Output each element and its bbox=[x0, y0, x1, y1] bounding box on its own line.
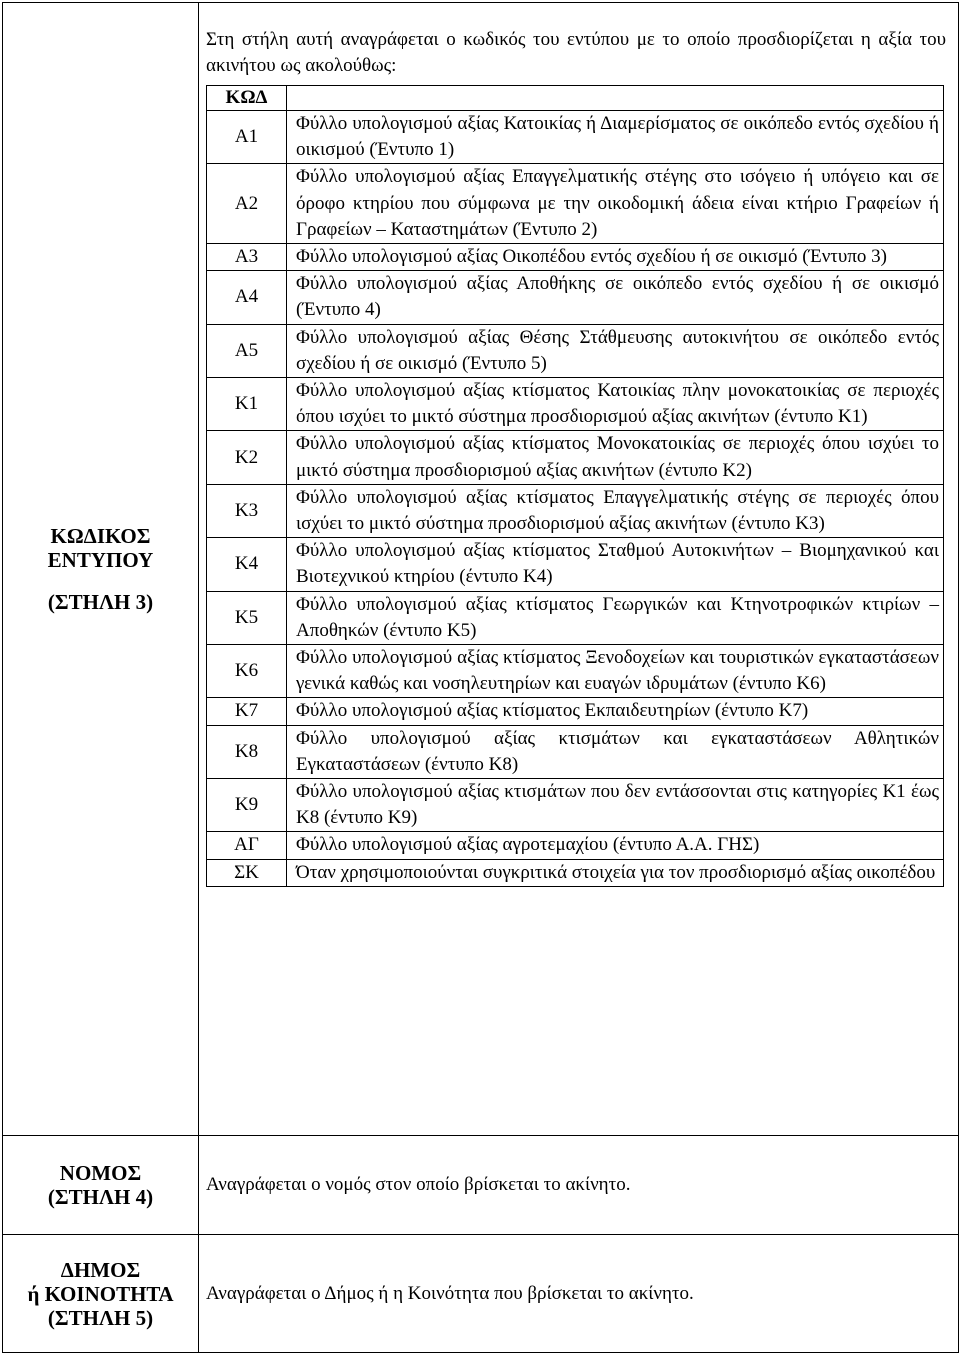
instructions-table bbox=[2, 2, 959, 1353]
code-row bbox=[207, 591, 944, 644]
dimos-label bbox=[3, 1235, 199, 1353]
code-cell: ΑΓ bbox=[207, 832, 287, 859]
description-cell: Φύλλο υπολογισμού αξίας κτισμάτων που δεν εντάσσονται στις κατηγορίες Κ1 έως Κ8 (έντυπο Κ9) bbox=[287, 779, 944, 832]
code-row bbox=[207, 832, 944, 859]
code-row bbox=[207, 538, 944, 591]
code-row bbox=[207, 324, 944, 377]
form-code-label-line1: ΚΩΔΙΚΟΣ bbox=[50, 524, 151, 548]
code-row bbox=[207, 698, 944, 725]
code-header: ΚΩΔ bbox=[207, 86, 287, 111]
description-header bbox=[287, 86, 944, 111]
description-cell: Όταν χρησιμοποιούνται συγκριτικά στοιχεία για τον προσδιορισμό αξίας οικοπέδου bbox=[287, 859, 944, 886]
code-cell: Κ9 bbox=[207, 779, 287, 832]
description-cell: Φύλλο υπολογισμού αξίας αγροτεμαχίου (έντυπο Α.Α. ΓΗΣ) bbox=[287, 832, 944, 859]
description-cell: Φύλλο υπολογισμού αξίας Επαγγελματικής στέγης στο ισόγειο ή υπόγειο και σε όροφο κτηρίου που σύμφωνα με την οικοδομική άδεια είναι κτήριο Γραφείων ή Γραφείων – Καταστημάτων (Έντυπο 2) bbox=[287, 164, 944, 244]
dimos-row bbox=[3, 1235, 959, 1353]
code-rows bbox=[207, 111, 944, 887]
code-row bbox=[207, 859, 944, 886]
description-cell: Φύλλο υπολογισμού αξίας κτίσματος Σταθμού Αυτοκινήτων – Βιομηχανικού και Βιοτεχνικού κτηρίου (έντυπο Κ4) bbox=[287, 538, 944, 591]
code-cell: Α3 bbox=[207, 244, 287, 271]
form-code-intro: Στη στήλη αυτή αναγράφεται ο κωδικός του εντύπου με το οποίο προσδιορίζεται η αξία του ακινήτου ως ακολούθως: bbox=[206, 29, 946, 76]
code-row bbox=[207, 484, 944, 537]
nomos-row bbox=[3, 1136, 959, 1235]
code-cell: Κ8 bbox=[207, 725, 287, 778]
description-cell: Φύλλο υπολογισμού αξίας κτίσματος Εκπαιδευτηρίων (έντυπο Κ7) bbox=[287, 698, 944, 725]
description-cell: Φύλλο υπολογισμού αξίας κτίσματος Επαγγελματικής στέγης σε περιοχές όπου ισχύει το μικτό σύστημα προσδιορισμού αξίας ακινήτων (έντυπο Κ3) bbox=[287, 484, 944, 537]
nomos-text: Αναγράφεται ο νομός στον οποίο βρίσκεται το ακίνητο. bbox=[199, 1136, 959, 1235]
code-row bbox=[207, 378, 944, 431]
code-cell: Α4 bbox=[207, 271, 287, 324]
code-cell: Α5 bbox=[207, 324, 287, 377]
dimos-label-line1: ΔΗΜΟΣ bbox=[60, 1257, 141, 1282]
code-cell: Κ1 bbox=[207, 378, 287, 431]
nomos-label-line1: ΝΟΜΟΣ bbox=[59, 1161, 142, 1185]
code-table bbox=[206, 85, 944, 887]
dimos-label-line3: (ΣΤΗΛΗ 5) bbox=[47, 1305, 154, 1330]
code-cell: Κ4 bbox=[207, 538, 287, 591]
description-cell: Φύλλο υπολογισμού αξίας Αποθήκης σε οικόπεδο εντός σχεδίου ή σε οικισμό (Έντυπο 4) bbox=[287, 271, 944, 324]
code-row bbox=[207, 271, 944, 324]
code-row bbox=[207, 431, 944, 484]
code-cell: Α2 bbox=[207, 164, 287, 244]
description-cell: Φύλλο υπολογισμού αξίας Οικοπέδου εντός σχεδίου ή σε οικισμό (Έντυπο 3) bbox=[287, 244, 944, 271]
code-cell: Κ5 bbox=[207, 591, 287, 644]
nomos-label bbox=[3, 1136, 199, 1235]
code-row bbox=[207, 164, 944, 244]
description-cell: Φύλλο υπολογισμού αξίας κτίσματος Γεωργικών και Κτηνοτροφικών κτιρίων – Αποθηκών (έντυπο Κ5) bbox=[287, 591, 944, 644]
dimos-label-line2: ή ΚΟΙΝΟΤΗΤΑ bbox=[27, 1281, 174, 1306]
code-row bbox=[207, 111, 944, 164]
description-cell: Φύλλο υπολογισμού αξίας κτίσματος Μονοκατοικίας σε περιοχές όπου ισχύει το μικτό σύστημα προσδιορισμού αξίας ακινήτων (έντυπο Κ2) bbox=[287, 431, 944, 484]
description-cell: Φύλλο υπολογισμού αξίας κτίσματος Κατοικίας πλην μονοκατοικίας σε περιοχές όπου ισχύει το μικτό σύστημα προσδιορισμού αξίας ακινήτων (έντυπο Κ1) bbox=[287, 378, 944, 431]
code-table-header bbox=[207, 86, 944, 111]
form-code-content bbox=[199, 3, 959, 1136]
description-cell: Φύλλο υπολογισμού αξίας κτίσματος Ξενοδοχείων και τουριστικών εγκαταστάσεων γενικά καθώς και νοσηλευτηρίων και ευαγών ιδρυμάτων (έντυπο Κ6) bbox=[287, 645, 944, 698]
description-cell: Φύλλο υπολογισμού αξίας κτισμάτων και εγκαταστάσεων Αθλητικών Εγκαταστάσεων (έντυπο Κ8) bbox=[287, 725, 944, 778]
code-row bbox=[207, 725, 944, 778]
code-cell: ΣΚ bbox=[207, 859, 287, 886]
code-row bbox=[207, 244, 944, 271]
nomos-label-line2: (ΣΤΗΛΗ 4) bbox=[47, 1185, 154, 1209]
code-cell: Κ2 bbox=[207, 431, 287, 484]
form-code-row bbox=[3, 3, 959, 1136]
code-row bbox=[207, 645, 944, 698]
form-code-label-line3: (ΣΤΗΛΗ 3) bbox=[47, 590, 154, 614]
code-table-wrap bbox=[199, 85, 958, 915]
dimos-text: Αναγράφεται ο Δήμος ή η Κοινότητα που βρίσκεται το ακίνητο. bbox=[199, 1235, 959, 1353]
code-cell: Α1 bbox=[207, 111, 287, 164]
code-row bbox=[207, 779, 944, 832]
form-code-label bbox=[3, 3, 199, 1136]
description-cell: Φύλλο υπολογισμού αξίας Κατοικίας ή Διαμερίσματος σε οικόπεδο εντός σχεδίου ή οικισμού (Έντυπο 1) bbox=[287, 111, 944, 164]
form-code-label-line2: ΕΝΤΥΠΟΥ bbox=[47, 548, 154, 572]
code-cell: Κ6 bbox=[207, 645, 287, 698]
code-cell: Κ7 bbox=[207, 698, 287, 725]
code-cell: Κ3 bbox=[207, 484, 287, 537]
description-cell: Φύλλο υπολογισμού αξίας Θέσης Στάθμευσης αυτοκινήτου σε οικόπεδο εντός σχεδίου ή σε οικισμό (Έντυπο 5) bbox=[287, 324, 944, 377]
